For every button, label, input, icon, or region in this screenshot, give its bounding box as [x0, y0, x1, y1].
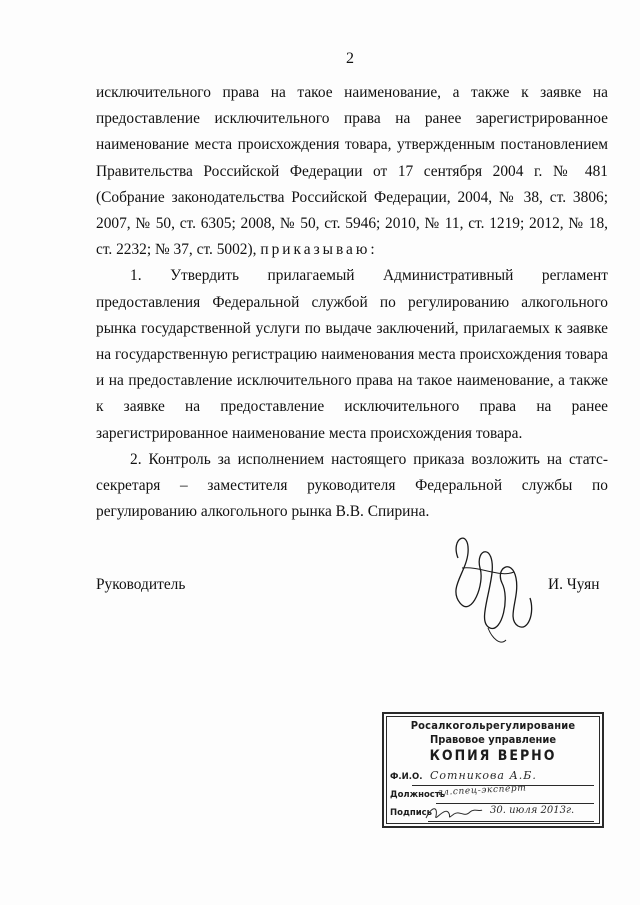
stamp-signature-scribble: [424, 802, 484, 824]
stamp-department: Правовое управление: [429, 733, 557, 746]
stamp-certification: КОПИЯ ВЕРНО: [429, 748, 557, 764]
certification-stamp: [382, 712, 604, 828]
paragraph-item-2: 2. Контроль за исполнением настоящего приказа возложить на статс-секретаря – заместителя руководителя Федеральной службы по регулированию алкогольного рынка В.В. Спирина.: [96, 450, 608, 521]
order-word: приказываю:: [260, 241, 378, 259]
page-number: 2: [346, 50, 354, 67]
signer-name: И. Чуян: [548, 576, 600, 593]
document-body: [96, 80, 608, 525]
paragraph-item-1: 1. Утвердить прилагаемый Административный регламент предоставления Федеральной службой по регулированию алкогольного рынка государственной услуги по выдаче заключений, прилагаемых к заявке на государственную регистрацию наименования места происхождения товара и на предоставление исключительного права на такое наименование, а также к заявке на предоставление исключительного права на ранее зарегистрированное наименование места происхождения товара.: [96, 267, 608, 442]
stamp-position-label: Должность: [390, 790, 446, 800]
handwritten-signature: [440, 528, 550, 648]
stamp-date-value: 30. июля 2013г.: [490, 805, 575, 816]
stamp-signature-label: Подпись: [390, 808, 433, 818]
stamp-organization: Росалкогольрегулирование: [410, 719, 576, 732]
signer-title: Руководитель: [96, 576, 186, 593]
stamp-fio-value: Сотникова А.Б.: [430, 769, 537, 782]
stamp-position-value: гл.спец-эксперт: [437, 783, 527, 798]
stamp-fio-label: Ф.И.О.: [390, 772, 423, 782]
paragraph-preamble: [96, 80, 608, 263]
preamble-text: исключительного права на такое наименование, а также к заявке на предоставление исключительного права на ранее зарегистрированное наименование места происхождения товара, утвержденным постановлением Правительства Российской Федерации от 17 сентября 2004 г. № 481 (Собрание законодательства Российской Федерации, 2004, № 38, ст. 3806; 2007, № 50, ст. 6305; 2008, № 50, ст. 5946; 2010, № 11, ст. 1219; 2012, № 18, ст. 2232; № 37, ст. 5002),: [96, 84, 608, 259]
